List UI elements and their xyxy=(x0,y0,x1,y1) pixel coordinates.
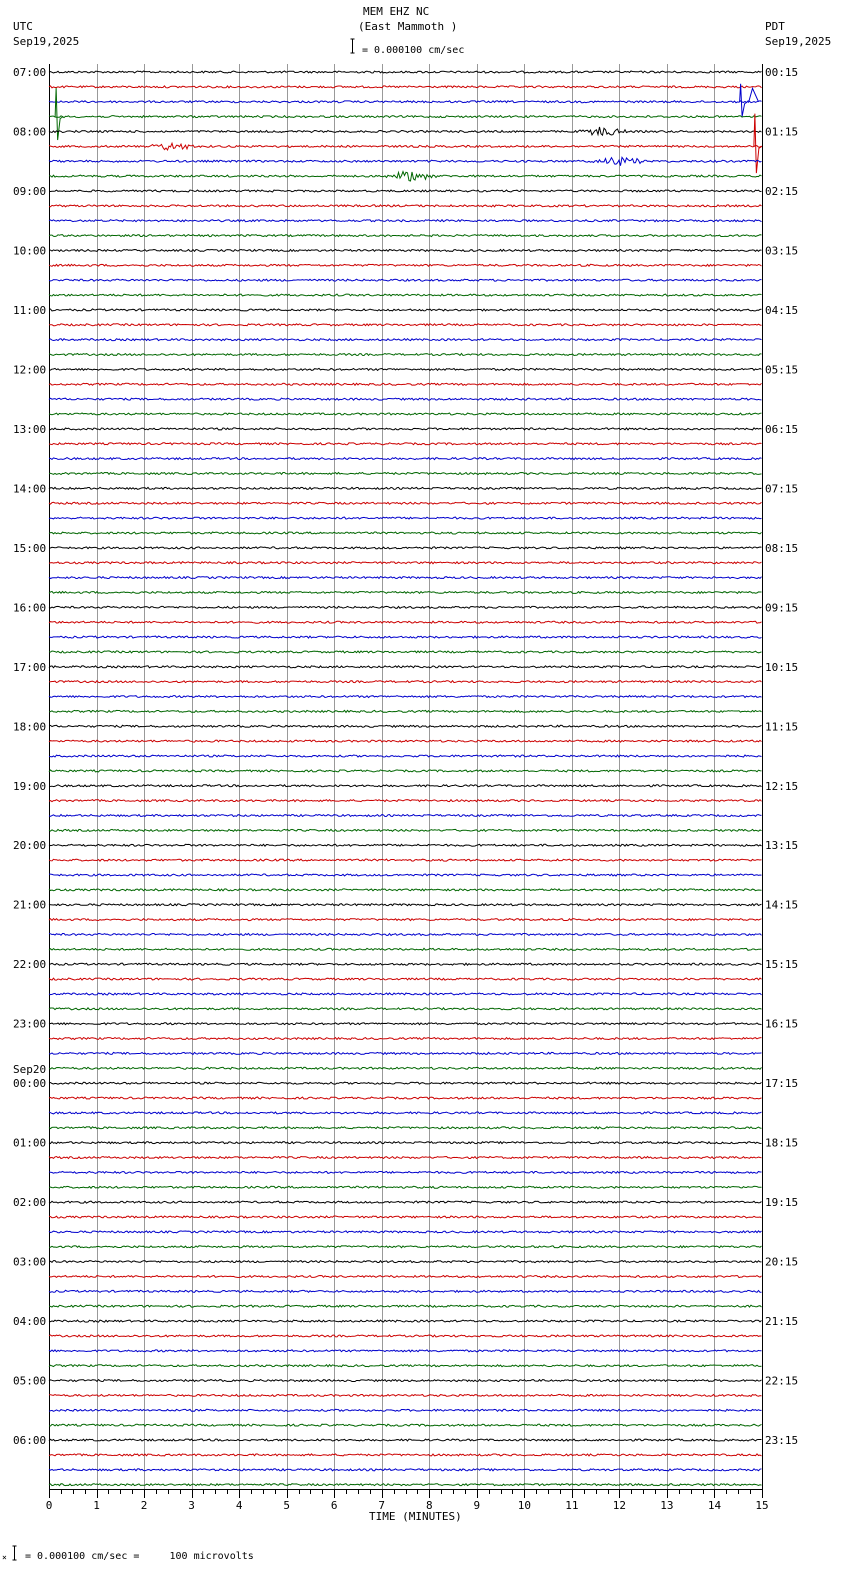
trace-line xyxy=(49,829,762,831)
x-axis-label: TIME (MINUTES) xyxy=(369,1510,462,1523)
trace-line xyxy=(49,1067,762,1069)
left-date: Sep19,2025 xyxy=(13,35,80,48)
trace-line xyxy=(49,1008,762,1010)
x-tick-label: 6 xyxy=(330,1499,338,1512)
trace-line xyxy=(49,948,762,950)
utc-hour-label: 13:00 xyxy=(13,422,47,436)
trace-line xyxy=(49,517,762,519)
station-title: MEM EHZ NC xyxy=(363,5,430,18)
trace-line xyxy=(49,621,762,623)
trace-line xyxy=(49,413,762,415)
trace-line xyxy=(49,1454,762,1456)
utc-hour-label: 00:00 xyxy=(13,1077,47,1091)
trace-line xyxy=(49,1424,762,1426)
utc-hour-label: 09:00 xyxy=(13,184,47,198)
utc-hour-label: 04:00 xyxy=(13,1315,47,1329)
trace-line xyxy=(49,116,762,118)
trace-line xyxy=(49,1082,762,1084)
utc-hour-label: 01:00 xyxy=(13,1136,47,1150)
utc-hour-label: 20:00 xyxy=(13,839,47,853)
utc-hour-label: 18:00 xyxy=(13,720,47,734)
trace-line xyxy=(49,294,762,296)
pdt-hour-label: 13:15 xyxy=(765,839,799,853)
utc-hour-label: 19:00 xyxy=(13,779,47,793)
trace-line xyxy=(49,606,762,608)
utc-hour-label: 07:00 xyxy=(13,66,47,79)
trace-line xyxy=(49,324,762,326)
right-date: Sep19,2025 xyxy=(765,35,832,48)
x-tick-label: 12 xyxy=(612,1499,627,1512)
scale-bar-icon xyxy=(351,39,355,53)
trace-line xyxy=(49,1409,762,1411)
pdt-hour-label: 19:15 xyxy=(765,1196,799,1210)
utc-hour-label: 12:00 xyxy=(13,363,47,377)
pdt-hour-label: 05:15 xyxy=(765,363,799,377)
trace-line xyxy=(49,172,762,181)
trace-line xyxy=(49,1439,762,1441)
trace-line xyxy=(49,577,762,579)
trace-line xyxy=(49,770,762,772)
x-tick-label: 14 xyxy=(707,1499,722,1512)
trace-line xyxy=(49,1290,762,1292)
pdt-hour-label: 15:15 xyxy=(765,958,799,972)
trace-line xyxy=(49,502,762,504)
trace-line xyxy=(49,1261,762,1263)
trace-line xyxy=(49,279,762,281)
pdt-hour-label: 18:15 xyxy=(765,1136,799,1150)
trace-line xyxy=(49,339,762,341)
trace-line xyxy=(49,636,762,638)
pdt-hour-label: 10:15 xyxy=(765,660,799,674)
trace-line xyxy=(49,815,762,817)
trace-line xyxy=(49,383,762,385)
trace-line xyxy=(49,1380,762,1382)
x-tick-label: 15 xyxy=(755,1499,769,1512)
trace-line xyxy=(49,800,762,802)
trace-line xyxy=(49,235,762,237)
pdt-hour-label: 07:15 xyxy=(765,482,799,496)
trace-line xyxy=(49,1231,762,1233)
x-tick-label: 4 xyxy=(235,1499,243,1512)
pdt-hour-label: 23:15 xyxy=(765,1434,799,1448)
scale-label: = 0.000100 cm/sec xyxy=(362,45,465,56)
pdt-hour-label: 01:15 xyxy=(765,125,799,139)
trace-line xyxy=(49,1023,762,1025)
trace-line xyxy=(49,889,762,891)
trace-line xyxy=(49,755,762,757)
x-tick-label: 3 xyxy=(188,1499,195,1512)
trace-line xyxy=(49,71,762,73)
right-timezone: PDT xyxy=(765,20,785,33)
footer-scale-bar-icon xyxy=(13,1546,17,1560)
utc-hour-label: 17:00 xyxy=(13,660,47,674)
trace-line xyxy=(49,1320,762,1322)
trace-line xyxy=(49,398,762,400)
x-tick-label: 13 xyxy=(660,1499,674,1512)
trace-line xyxy=(49,592,762,594)
trace-line xyxy=(49,354,762,356)
x-ticks xyxy=(50,1489,763,1498)
pdt-hour-label: 17:15 xyxy=(765,1077,799,1091)
trace-line xyxy=(49,458,762,460)
utc-hour-label: 21:00 xyxy=(13,898,47,912)
trace-line xyxy=(49,874,762,876)
utc-hour-label: 02:00 xyxy=(13,1196,47,1210)
utc-hour-label: 23:00 xyxy=(13,1017,47,1031)
trace-line xyxy=(49,473,762,475)
trace-line xyxy=(49,1157,762,1159)
pdt-hour-label: 22:15 xyxy=(765,1374,799,1388)
pdt-hour-label: 00:15 xyxy=(765,66,799,79)
trace-line xyxy=(49,963,762,965)
trace-line xyxy=(49,127,762,135)
x-tick-label: 7 xyxy=(378,1499,386,1512)
trace-line xyxy=(49,666,762,668)
left-timezone: UTC xyxy=(13,20,33,33)
trace-line xyxy=(49,1052,762,1054)
pdt-hour-label: 06:15 xyxy=(765,422,799,436)
grid-lines xyxy=(98,64,715,1496)
pdt-hour-label: 21:15 xyxy=(765,1315,799,1329)
trace-line xyxy=(49,710,762,712)
trace-line xyxy=(49,1276,762,1278)
utc-hour-label: 22:00 xyxy=(13,958,47,972)
trace-line xyxy=(49,101,762,103)
trace-line xyxy=(49,696,762,698)
trace-line xyxy=(49,443,762,445)
x-tick-label: 1 xyxy=(93,1499,100,1512)
trace-line xyxy=(49,1305,762,1307)
trace-line xyxy=(49,190,762,192)
utc-hour-label: 05:00 xyxy=(13,1374,47,1388)
utc-hour-label: 16:00 xyxy=(13,601,47,615)
utc-hour-label: 06:00 xyxy=(13,1434,47,1448)
trace-line xyxy=(49,1127,762,1129)
traces xyxy=(49,71,762,1486)
trace-line xyxy=(49,205,762,207)
date-change-label: Sep20 xyxy=(13,1063,47,1077)
trace-line xyxy=(49,725,762,727)
trace-line xyxy=(49,904,762,906)
pdt-hour-label: 16:15 xyxy=(765,1017,799,1031)
trace-line xyxy=(49,681,762,683)
pdt-hour-label: 03:15 xyxy=(765,244,799,258)
trace-line xyxy=(49,1186,762,1188)
pdt-hour-label: 02:15 xyxy=(765,184,799,198)
x-tick-label: 2 xyxy=(140,1499,148,1512)
footer-marker: × xyxy=(2,1553,7,1562)
pdt-hour-label: 09:15 xyxy=(765,601,799,615)
trace-line xyxy=(49,143,762,150)
trace-line xyxy=(49,1142,762,1144)
event-bump xyxy=(748,88,758,102)
trace-line xyxy=(49,264,762,266)
trace-line xyxy=(49,978,762,980)
x-tick-label: 11 xyxy=(565,1499,579,1512)
trace-line xyxy=(49,844,762,846)
trace-line xyxy=(49,1394,762,1396)
trace-line xyxy=(49,740,762,742)
trace-line xyxy=(49,1097,762,1099)
trace-line xyxy=(49,934,762,936)
x-tick-label: 5 xyxy=(283,1499,290,1512)
pdt-hour-label: 12:15 xyxy=(765,779,799,793)
trace-line xyxy=(49,562,762,564)
trace-line xyxy=(49,785,762,787)
trace-line xyxy=(49,428,762,430)
trace-line xyxy=(49,1112,762,1114)
footer-scale-note: = 0.000100 cm/sec = 100 microvolts xyxy=(25,1551,254,1562)
pdt-hour-label: 11:15 xyxy=(765,720,799,734)
x-tick-label: 0 xyxy=(45,1499,53,1512)
event-spike xyxy=(740,84,748,117)
utc-hour-label: 03:00 xyxy=(13,1255,47,1269)
trace-line xyxy=(49,487,762,489)
trace-line xyxy=(49,86,762,88)
trace-line xyxy=(49,532,762,534)
utc-hour-label: 15:00 xyxy=(13,541,47,555)
trace-line xyxy=(49,368,762,370)
trace-line xyxy=(49,1350,762,1352)
x-tick-label: 10 xyxy=(517,1499,531,1512)
utc-hour-label: 10:00 xyxy=(13,244,47,258)
trace-line xyxy=(49,1038,762,1040)
utc-hour-label: 14:00 xyxy=(13,482,47,496)
x-tick-label: 8 xyxy=(425,1499,433,1512)
trace-line xyxy=(49,1201,762,1203)
x-tick-label: 9 xyxy=(473,1499,481,1512)
trace-line xyxy=(49,651,762,653)
trace-line xyxy=(49,250,762,252)
utc-hour-label: 08:00 xyxy=(13,125,47,139)
trace-line xyxy=(49,547,762,549)
trace-line xyxy=(49,1469,762,1471)
pdt-hour-label: 20:15 xyxy=(765,1255,799,1269)
trace-line xyxy=(49,1216,762,1218)
trace-line xyxy=(49,309,762,311)
pdt-hour-label: 04:15 xyxy=(765,303,799,317)
pdt-hour-label: 08:15 xyxy=(765,541,799,555)
station-location: (East Mammoth ) xyxy=(358,20,458,33)
trace-line xyxy=(49,157,762,165)
utc-hour-label: 11:00 xyxy=(13,303,47,317)
trace-line xyxy=(49,919,762,921)
trace-line xyxy=(49,220,762,222)
pdt-hour-label: 14:15 xyxy=(765,898,799,912)
trace-line xyxy=(49,1246,762,1248)
event-spike xyxy=(754,114,762,173)
trace-line xyxy=(49,1335,762,1337)
trace-line xyxy=(49,993,762,995)
trace-line xyxy=(49,859,762,861)
trace-line xyxy=(49,1484,762,1486)
trace-line xyxy=(49,1171,762,1173)
trace-line xyxy=(49,1365,762,1367)
